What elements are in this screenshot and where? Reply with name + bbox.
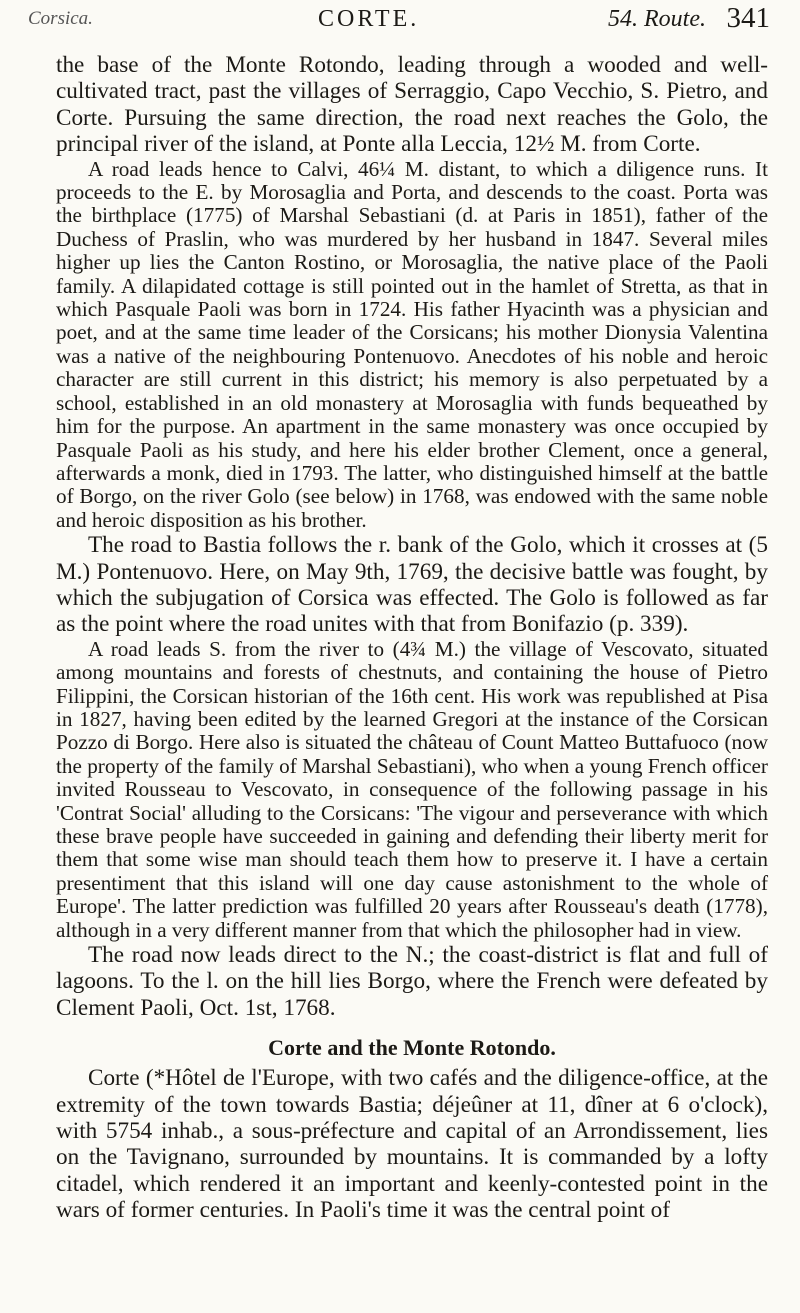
running-head-route: 54. Route. — [608, 6, 706, 32]
paragraph-calvi-excursion: A road leads hence to Calvi, 46¼ M. distant, to which a diligence runs. It proceeds to the E. by Morosaglia and Porta, and descends to the coast. Porta was the birthplace (1775) of Marshal Sebastiani (d. at Paris in 1851), father of the Duchess of Praslin, who was murdered by her husband in 1847. Several miles higher up lies the Canton Rostino, or Morosaglia, the native place of the Paoli family. A dilapidated cottage is still pointed out in the hamlet of Stretta, as that in which Pasquale Paoli was born in 1724. His father Hyacinth was a physician and poet, and at the same time leader of the Corsicans; his mother Dionysia Valentina was a native of the neighbouring Pontenuovo. Anecdotes of his noble and heroic character are still current in this district; his memory is also perpetuated by a school, established in an old monastery at Morosaglia with funds bequeathed by him for the purpose. An apartment in the same monastery was once occupied by Pasquale Paoli as his study, and here his elder brother Clement, once a general, afterwards a monk, died in 1793. The latter, who distinguished himself at the battle of Borgo, on the river Golo (see below) in 1768, was endowed with the same noble and heroic disposition as his brother. — [56, 156, 768, 532]
running-head-title: CORTE. — [318, 6, 420, 32]
paragraph-approach-to-corte: the base of the Monte Rotondo, leading through a wooded and well-cultivated tract, past the villages of Serraggio, Capo Vecchio, S. Pietro, and Corte. Pursuing the same direction, the road next reaches the Golo, the principal river of the island, at Ponte alla Leccia, 12½ M. from Corte. — [56, 52, 768, 158]
running-head — [28, 2, 770, 42]
paragraph-road-to-bastia: The road to Bastia follows the r. bank of the Golo, which it crosses at (5 M.) Pontenuovo. Here, on May 9th, 1769, the decisive battle was fought, by which the subjugation of Corsica was effected. The Golo is followed as far as the point where the road unites with that from Bonifazio (p. 339). — [56, 532, 768, 638]
running-head-region: Corsica. — [28, 8, 93, 29]
paragraph-borgo: The road now leads direct to the N.; the coast-district is flat and full of lagoons. To the l. on the hill lies Borgo, where the French were defeated by Clement Paoli, Oct. 1st, 1768. — [56, 942, 768, 1021]
page-number: 341 — [726, 2, 770, 34]
section-heading: Corte and the Monte Rotondo. — [268, 1035, 556, 1061]
paragraph-vescovato: A road leads S. from the river to (4¾ M.) the village of Vescovato, situated among mountains and forests of chestnuts, and containing the house of Pietro Filippini, the Corsican historian of the 16th cent. His work was republished at Pisa in 1827, having been edited by the learned Gregori at the instance of the Corsican Pozzo di Borgo. Here also is situated the château of Count Matteo Buttafuoco (now the property of the family of Marshal Sebastiani), who when a young French officer invited Rousseau to Vescovato, in consequence of the following passage in his 'Contrat Social' alluding to the Corsicans: 'The vigour and perseverance with which these brave people have succeeded in gaining and defending their liberty merit for them that some wise man should teach them how to preserve it. I have a certain presentiment that this island will one day cause astonishment to the whole of Europe'. The latter prediction was fulfilled 20 years after Rousseau's death (1778), although in a very different manner from that which the philosopher had in view. — [56, 636, 768, 942]
body-text — [56, 52, 768, 1224]
paragraph-corte: Corte (*Hôtel de l'Europe, with two cafés and the diligence-office, at the extremity of the town towards Bastia; déjeûner at 11, dîner at 6 o'clock), with 5754 inhab., a sous-préfecture and capital of an Arrondissement, lies on the Tavignano, surrounded by mountains. It is commanded by a lofty citadel, which rendered it an important and keenly-contested point in the wars of former centuries. In Paoli's time it was the central point of — [56, 1065, 768, 1224]
